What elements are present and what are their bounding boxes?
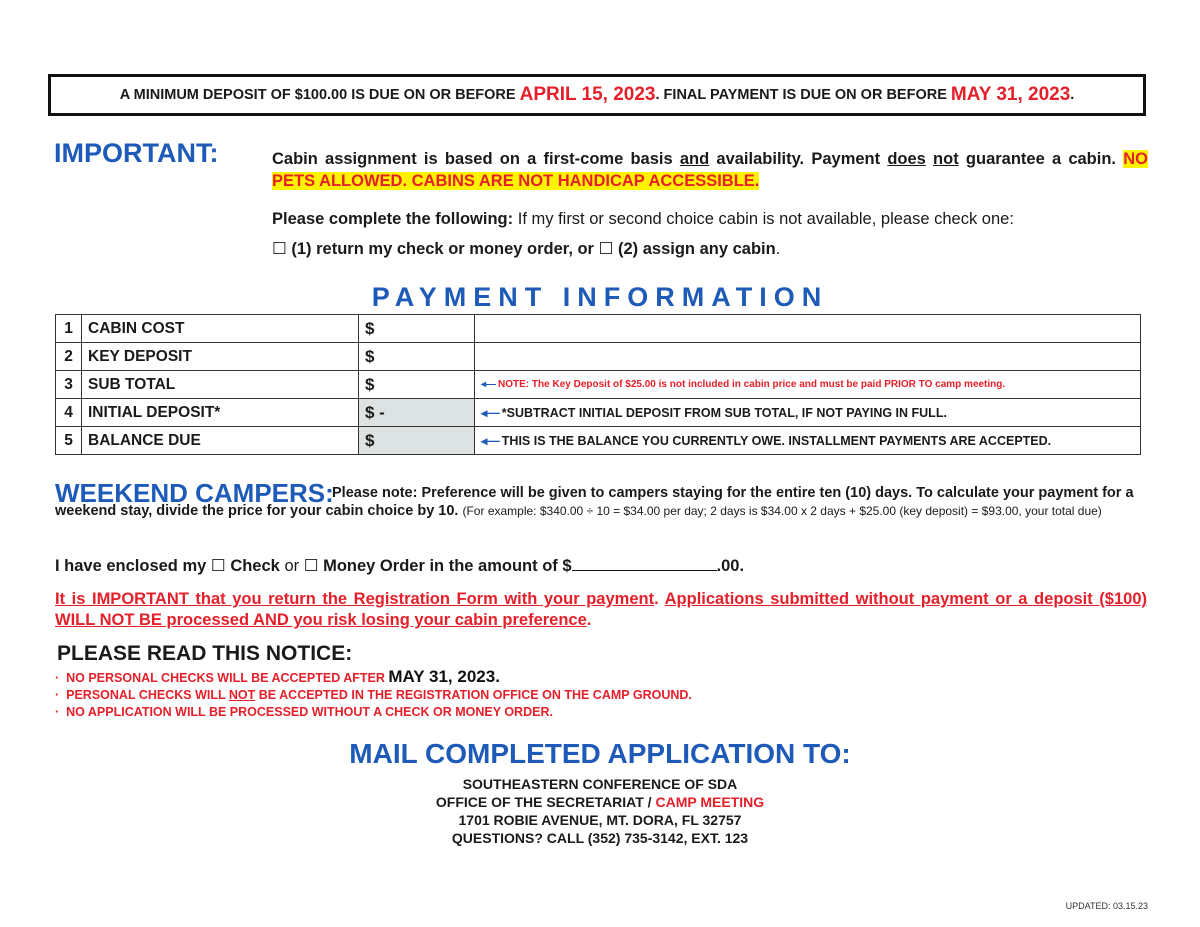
table-row: [56, 399, 1141, 427]
row-number: 4: [56, 399, 82, 427]
arrow-left-icon: ◂—: [481, 379, 497, 390]
weekend-campers-title: WEEKEND CAMPERS:: [55, 478, 334, 508]
address-line-1: SOUTHEASTERN CONFERENCE OF SDA: [462, 776, 738, 792]
row-number: 3: [56, 371, 82, 399]
secretariat-label: OFFICE OF THE SECRETARIAT /: [435, 794, 652, 810]
cabin-choice-options: [272, 239, 780, 259]
payment-table: [55, 314, 1141, 455]
bullet: ·: [55, 688, 60, 702]
deposit-text-2: . FINAL PAYMENT IS DUE ON OR BEFORE: [655, 87, 947, 103]
return-form-notice: It is IMPORTANT that you return the Registration Form with your payment. Applications submitted without payment or a deposit ($100) WILL NOT BE processed AND you risk losing your cabin preference.: [55, 590, 1147, 629]
bullet: ·: [55, 671, 60, 685]
complete-following-label: Please complete the following:: [272, 210, 514, 228]
list-item: [55, 668, 692, 687]
important-text-2: availability. Payment: [716, 150, 881, 168]
important-and: and: [679, 150, 710, 168]
enclosed-payment-line: [55, 556, 744, 576]
check-label: Check: [230, 557, 280, 575]
return-check-option: (1) return my check or money order, or: [291, 240, 594, 258]
list-item: [55, 687, 692, 704]
applications-warning: Applications submitted without payment or a deposit ($100) WILL NOT BE processed AND you risk losing your cabin preference: [55, 590, 1147, 629]
row-note: [475, 399, 1141, 427]
questions-phone: QUESTIONS? CALL (352) 735-3142, EXT. 123: [451, 830, 749, 846]
complete-following-text: If my first or second choice cabin is not available, please check one:: [517, 210, 1014, 228]
table-row: [56, 427, 1141, 455]
important-not: not: [933, 150, 959, 168]
deposit-text-1: A MINIMUM DEPOSIT OF $100.00 IS DUE ON OR BEFORE: [119, 87, 516, 103]
list-item: [55, 704, 692, 721]
notice-item-2-rest: BE ACCEPTED IN THE REGISTRATION OFFICE ON THE CAMP GROUND.: [258, 688, 692, 702]
amount-suffix: .00.: [716, 557, 745, 575]
row-label: CABIN COST: [82, 315, 359, 343]
arrow-left-icon: ◂—: [481, 406, 500, 420]
row-note: [475, 343, 1141, 371]
key-deposit-amount-field[interactable]: $: [359, 343, 475, 371]
assign-cabin-option: (2) assign any cabin: [617, 240, 776, 258]
money-order-checkbox[interactable]: ☐: [303, 557, 319, 575]
row-label: KEY DEPOSIT: [82, 343, 359, 371]
cabin-cost-amount-field[interactable]: $: [359, 315, 475, 343]
or-label: or: [284, 557, 300, 575]
row-label: SUB TOTAL: [82, 371, 359, 399]
initial-deposit-note: *SUBTRACT INITIAL DEPOSIT FROM SUB TOTAL, IF NOT PAYING IN FULL.: [501, 406, 947, 420]
important-does: does: [887, 150, 926, 168]
balance-due-amount-field[interactable]: $: [359, 427, 475, 455]
assign-cabin-end: .: [775, 240, 781, 258]
table-row: [56, 315, 1141, 343]
important-title: IMPORTANT:: [54, 138, 219, 168]
camp-meeting-label: CAMP MEETING: [655, 794, 765, 810]
updated-date: UPDATED: 03.15.23: [1065, 901, 1148, 911]
check-checkbox[interactable]: ☐: [210, 557, 226, 575]
deposit-date-1: APRIL 15, 2023: [519, 84, 656, 105]
notice-item-3: NO APPLICATION WILL BE PROCESSED WITHOUT A CHECK OR MONEY ORDER.: [66, 705, 553, 719]
key-deposit-note: NOTE: The Key Deposit of $25.00 is not included in cabin price and must be paid PRIOR TO camp meeting.: [498, 379, 1006, 390]
important-text: [272, 148, 1148, 192]
deposit-notice-box: [48, 74, 1146, 116]
deposit-end: .: [1070, 87, 1075, 103]
notice-title: PLEASE READ THIS NOTICE:: [57, 642, 353, 665]
mail-address: [0, 775, 1200, 847]
notice-item-1-date: MAY 31, 2023.: [388, 667, 500, 686]
assign-cabin-checkbox[interactable]: ☐: [598, 240, 614, 258]
mail-application-title: MAIL COMPLETED APPLICATION TO:: [349, 738, 851, 769]
row-number: 2: [56, 343, 82, 371]
sub-total-amount-field[interactable]: $: [359, 371, 475, 399]
money-order-label: Money Order in the amount of $: [323, 557, 572, 575]
address-line-3: 1701 ROBIE AVENUE, MT. DORA, FL 32757: [458, 812, 742, 828]
arrow-left-icon: ◂—: [481, 434, 500, 448]
weekend-campers-text: [55, 484, 1147, 520]
return-check-checkbox[interactable]: ☐: [272, 240, 287, 258]
complete-following-line: [272, 210, 1014, 229]
weekend-example: (For example: $340.00 ÷ 10 = $34.00 per day; 2 days is $34.00 x 2 days + $25.00 (key deposit) = $93.00, your total due): [462, 504, 1102, 518]
no-pets-notice: NO PETS ALLOWED. CABINS ARE NOT HANDICAP ACCESSIBLE.: [272, 150, 1148, 190]
notice-item-1: NO PERSONAL CHECKS WILL BE ACCEPTED AFTER: [66, 671, 385, 685]
row-label: INITIAL DEPOSIT*: [82, 399, 359, 427]
deposit-date-2: MAY 31, 2023: [950, 84, 1071, 105]
important-text-1: Cabin assignment is based on a first-come basis: [272, 150, 673, 168]
enclosed-text: I have enclosed my: [55, 557, 207, 575]
row-label: BALANCE DUE: [82, 427, 359, 455]
initial-deposit-amount-field[interactable]: $ -: [359, 399, 475, 427]
notice-item-2-not: NOT: [228, 688, 256, 702]
table-row: [56, 343, 1141, 371]
notice-item-2: PERSONAL CHECKS WILL: [66, 688, 226, 702]
row-note: [475, 427, 1141, 455]
weekend-note: Please note: Preference will be given to campers staying for the entire ten (10) days. To calculate your payment for a weekend stay, divide the price for your cabin choice by 10.: [55, 485, 1134, 519]
row-note: [475, 315, 1141, 343]
address-line-2: [0, 793, 1200, 811]
return-form-text: It is IMPORTANT that you return the Registration Form with your payment: [55, 590, 655, 608]
bullet: ·: [55, 705, 60, 719]
row-note: [475, 371, 1141, 399]
amount-input[interactable]: [572, 556, 717, 571]
row-number: 1: [56, 315, 82, 343]
notice-list: [55, 668, 692, 721]
table-row: [56, 371, 1141, 399]
balance-due-note: THIS IS THE BALANCE YOU CURRENTLY OWE. INSTALLMENT PAYMENTS ARE ACCEPTED.: [501, 434, 1052, 448]
row-number: 5: [56, 427, 82, 455]
important-text-3: guarantee a cabin.: [965, 150, 1117, 168]
payment-information-title: PAYMENT INFORMATION: [371, 282, 829, 312]
